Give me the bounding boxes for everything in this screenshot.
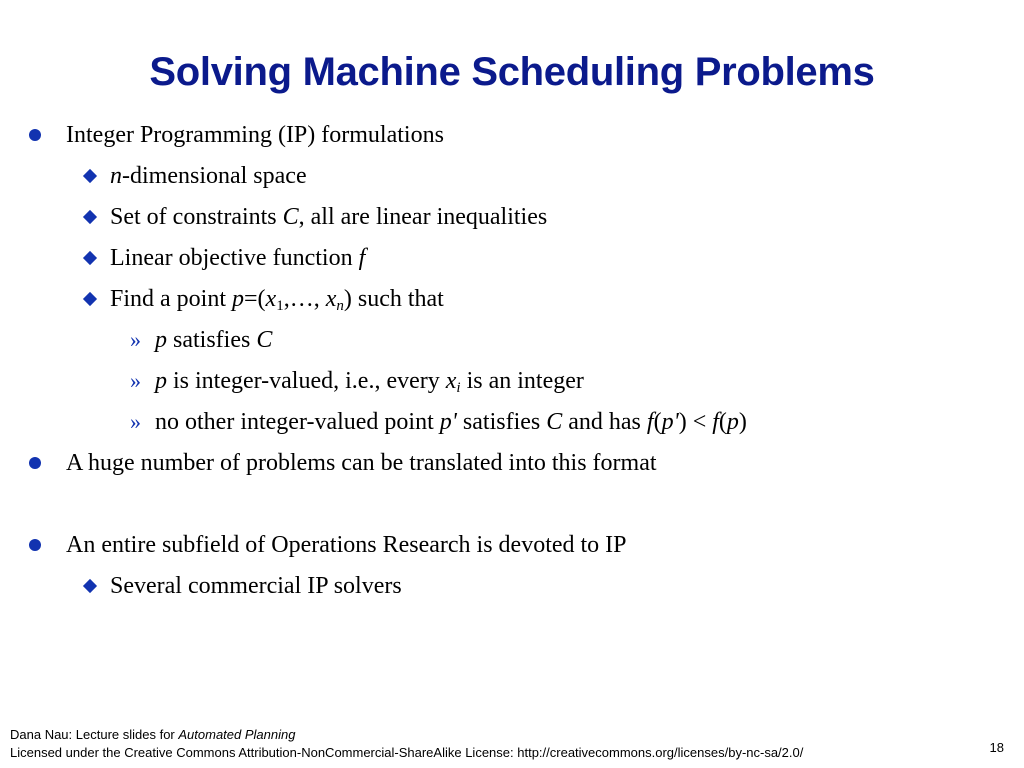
footer-book-title: Automated Planning: [178, 727, 296, 742]
bullet-p-satisfies: [155, 325, 272, 355]
text: Linear objective function: [110, 245, 359, 271]
var-x: x: [325, 286, 337, 312]
var-p-prime: p': [439, 409, 457, 435]
var-x: x: [445, 368, 457, 394]
text: ,…,: [283, 286, 326, 312]
text: ) <: [678, 409, 713, 435]
subscript-1: 1: [276, 298, 284, 314]
text: Find a point: [110, 286, 233, 312]
text: ): [738, 409, 747, 435]
text: (: [653, 409, 662, 435]
page-number: 18: [989, 740, 1004, 755]
var-p: p: [155, 327, 167, 353]
bullet-diamond-icon: [83, 169, 97, 183]
subscript-i: i: [456, 380, 461, 396]
var-c: C: [282, 204, 299, 230]
bullet-constraints: [110, 202, 547, 232]
text: satisfies: [167, 327, 257, 353]
bullet-dot-icon: [29, 129, 41, 141]
text: Set of constraints: [110, 204, 283, 230]
bullet-p-integer: [155, 366, 584, 396]
slide-title: Solving Machine Scheduling Problems: [149, 50, 875, 94]
footer-license: Licensed under the Creative Commons Attribution-NonCommercial-ShareAlike License: http://creativecommons.org/licenses/by-nc-sa/2.0/: [10, 745, 804, 760]
bullet-raquo-icon: »: [130, 327, 141, 352]
bullet-operations-research: An entire subfield of Operations Research is devoted to IP: [66, 532, 627, 558]
var-p: p: [155, 368, 167, 394]
bullet-huge-number: A huge number of problems can be translated into this format: [66, 450, 657, 476]
var-p: p: [232, 286, 245, 312]
footer-author: Dana Nau: Lecture slides for: [10, 727, 179, 742]
bullet-diamond-icon: [83, 251, 97, 265]
var-x: x: [265, 286, 277, 312]
var-f: f: [358, 245, 366, 271]
var-p-prime: p': [661, 409, 679, 435]
bullet-find-point: [110, 284, 444, 314]
text: is an integer: [460, 368, 584, 394]
text: , all are linear inequalities: [298, 204, 548, 230]
footer-credit: [10, 727, 295, 743]
bullet-diamond-icon: [83, 579, 97, 593]
bullet-raquo-icon: »: [130, 409, 141, 434]
subscript-n: n: [336, 298, 344, 314]
var-c: C: [546, 409, 563, 435]
bullet-dot-icon: [29, 539, 41, 551]
bullet-no-other-point: [155, 407, 747, 437]
text: is integer-valued, i.e., every: [167, 368, 446, 394]
text: (: [718, 409, 727, 435]
bullet-ip-formulations: Integer Programming (IP) formulations: [66, 122, 444, 148]
text: satisfies: [456, 409, 547, 435]
bullet-commercial-solvers: Several commercial IP solvers: [110, 573, 402, 599]
bullet-diamond-icon: [83, 210, 97, 224]
var-n: n: [110, 163, 122, 189]
var-f: f: [712, 409, 719, 435]
var-f: f: [646, 409, 654, 435]
bullet-raquo-icon: »: [130, 368, 141, 393]
var-p: p: [726, 409, 739, 435]
bullet-dot-icon: [29, 457, 41, 469]
var-c: C: [256, 327, 273, 353]
bullet-n-dimensional: [110, 161, 307, 191]
text: ) such that: [343, 286, 444, 312]
bullet-diamond-icon: [83, 292, 97, 306]
text: -dimensional space: [122, 163, 307, 189]
text: =(: [244, 286, 266, 312]
bullet-objective: [110, 243, 365, 273]
text: and has: [562, 409, 647, 435]
text: no other integer-valued point: [155, 409, 440, 435]
